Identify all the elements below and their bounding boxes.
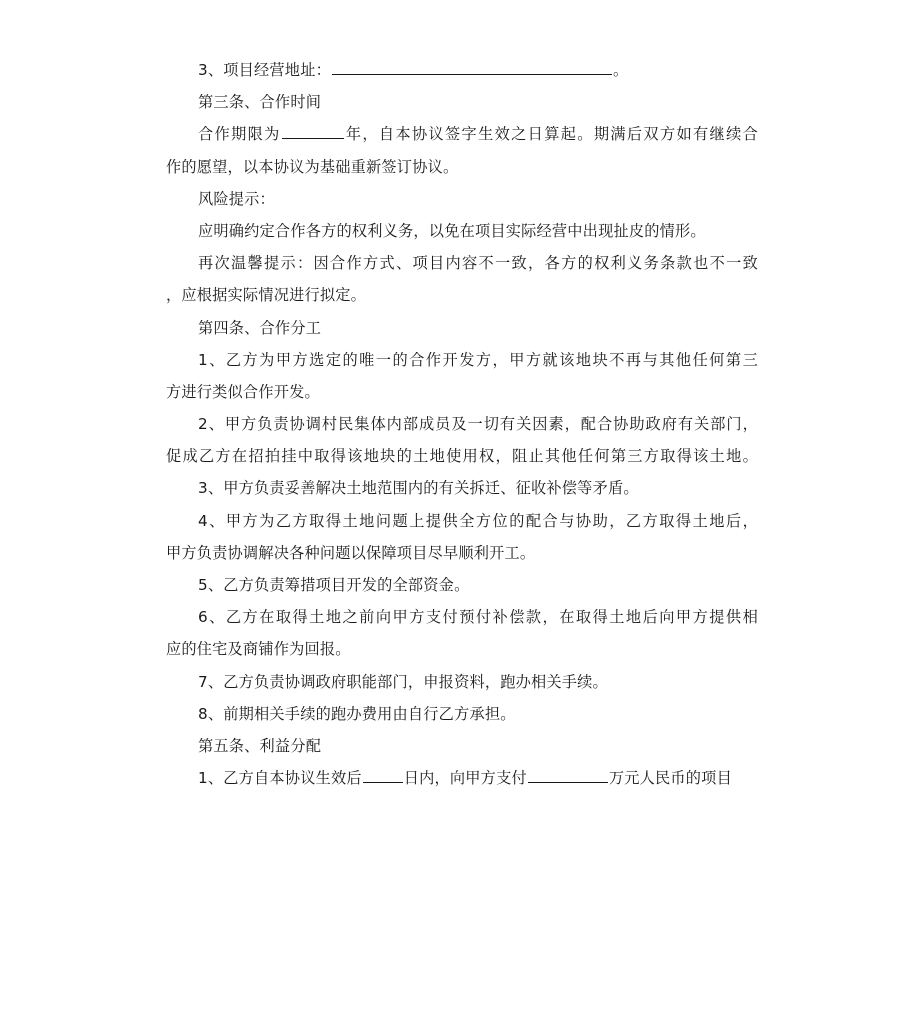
paragraph-line: 再次温馨提示：因合作方式、项目内容不一致，各方的权利义务条款也不一致 xyxy=(198,254,758,273)
paragraph-line: 甲方负责协调解决各种问题以保障项目尽早顺利开工。 xyxy=(166,543,536,562)
paragraph-line: 3、甲方负责妥善解决土地范围内的有关拆迁、征收补偿等矛盾。 xyxy=(198,479,639,498)
paragraph-line: 促成乙方在招拍挂中取得该地块的土地使用权，阻止其他任何第三方取得该土地。 xyxy=(166,447,758,466)
paragraph-line: 应的住宅及商铺作为回报。 xyxy=(166,640,351,659)
text: 3、项目经营地址： xyxy=(198,61,331,79)
blank-line xyxy=(332,60,612,75)
paragraph-line: 6、乙方在取得土地之前向甲方支付预付补偿款，在取得土地后向甲方提供相 xyxy=(198,608,758,627)
paragraph-line: 方进行类似合作开发。 xyxy=(166,382,320,401)
document-page xyxy=(166,54,758,794)
paragraph-line: 5、乙方负责筹措项目开发的全部资金。 xyxy=(198,576,470,594)
paragraph-line: 7、乙方负责协调政府职能部门，申报资料，跑办相关手续。 xyxy=(198,672,608,691)
paragraph-line: 作的愿望，以本协议为基础重新签订协议。 xyxy=(166,157,459,176)
paragraph-line: 2、甲方负责协调村民集体内部成员及一切有关因素，配合协助政府有关部门， xyxy=(198,415,758,434)
risk-tip-heading: 风险提示： xyxy=(198,189,275,208)
blank-line xyxy=(528,768,608,783)
text: 合作期限为 xyxy=(198,125,281,144)
paragraph-line: ，应根据实际情况进行拟定。 xyxy=(166,286,367,305)
paragraph-line: 应明确约定合作各方的权利义务，以免在项目实际经营中出现扯皮的情形。 xyxy=(198,221,706,240)
text: 日内，向甲方支付 xyxy=(403,769,527,788)
paragraph-line: 8、前期相关手续的跑办费用由自行乙方承担。 xyxy=(198,704,516,723)
article-five-heading: 第五条、利益分配 xyxy=(198,736,322,755)
paragraph-line xyxy=(166,762,758,794)
paragraph-line: 4、甲方为乙方取得土地问题上提供全方位的配合与协助，乙方取得土地后， xyxy=(198,511,758,530)
text: 年，自本协议签字生效之日算起。期满后双方如有继续合 xyxy=(344,125,759,144)
paragraph-line xyxy=(166,118,758,150)
article-four-heading: 第四条、合作分工 xyxy=(198,318,322,337)
blank-line xyxy=(282,124,344,139)
article-three-heading: 第三条、合作时间 xyxy=(198,93,322,112)
blank-line xyxy=(363,768,403,783)
text: 1、乙方自本协议生效后 xyxy=(198,769,362,788)
text: 万元人民币的项目 xyxy=(608,769,732,788)
paragraph-line: 1、乙方为甲方选定的唯一的合作开发方，甲方就该地块不再与其他任何第三 xyxy=(198,350,758,369)
clause-address xyxy=(166,54,758,86)
text: 。 xyxy=(612,61,629,79)
